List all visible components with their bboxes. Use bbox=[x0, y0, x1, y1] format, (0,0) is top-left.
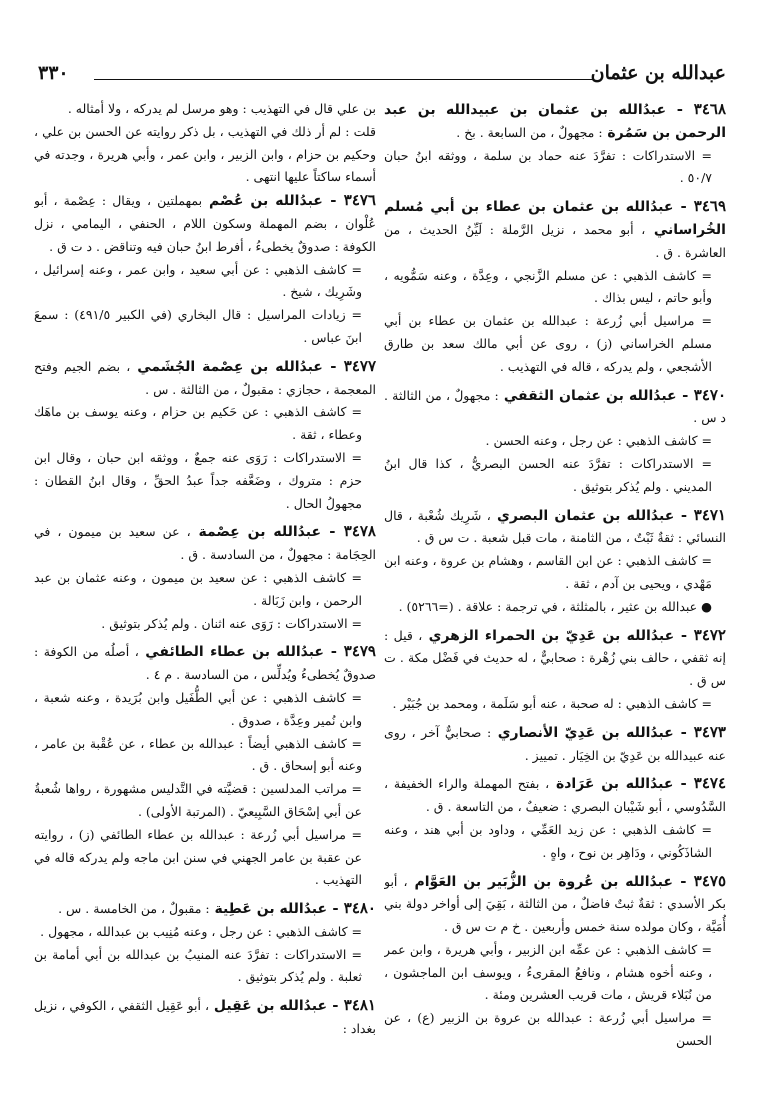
entry-summary: : مجهولٌ ، من الثالثة . د س . bbox=[384, 387, 726, 426]
entry-note: = مراتب المدلسين : قضيَّته في التَّدليس مشهورة ، رواها شُعبةُ عن أبي إسْحَاق السَّبِيعيّ . (المرتبة الأولى) . bbox=[34, 781, 362, 819]
entry-heading bbox=[384, 624, 726, 693]
biography-entry bbox=[34, 897, 376, 989]
entry-heading bbox=[34, 994, 376, 1041]
biography-entry bbox=[384, 624, 726, 716]
biography-entry bbox=[384, 384, 726, 499]
continued-paragraph: قلت : لم أر ذلك في التهذيب ، بل ذكر روايته عن الحسن بن علي ، وحكيم بن حزام ، وابن الزبير ، وابن عمر ، وأبي هريرة ، وجدته في أسماء ساكتاً عليها انتهى . bbox=[34, 123, 376, 185]
entry-heading bbox=[384, 195, 726, 264]
entry-note: = كاشف الذهبي : عن رجل ، وعنه الحسن . bbox=[485, 433, 712, 449]
entry-note: = مراسيل أبي زُرعة : عبدالله بن عثمان بن عطاء بن أبي مسلم الخراساني (ز) ، روى عن أبي مالك سعد بن طارق الأشجعي ، ولم يدركه ، قاله في التهذيب . bbox=[384, 313, 712, 374]
entry-heading bbox=[384, 870, 726, 939]
entry-summary: ، أصلُه من الكوفة : صدوقٌ يُخطىءُ ويُدلِّس ، من السادسة . م ٤ . bbox=[34, 644, 376, 683]
entry-note: = كاشف الذهبي : عن مسلم الزَّنجي ، وعِدَّة ، وعنه سَمُّويه ، وأبو حاتم ، ليس بذاك . bbox=[384, 267, 712, 306]
entry-name: عبدُالله بن عَقِيل bbox=[209, 998, 328, 1015]
biography-entry bbox=[34, 355, 376, 516]
entry-summary: : مجهولٌ ، من السابعة . بخ . bbox=[456, 124, 603, 140]
entry-name: عبدُالله بن عَدِيّ بن الحمراء الزهري bbox=[422, 627, 675, 644]
biography-entry bbox=[34, 994, 376, 1041]
biography-entry bbox=[34, 189, 376, 350]
entry-name: عبدُالله بن عَدِيّ الأنصاري bbox=[491, 724, 674, 741]
entry-note: = كاشف الذهبي : عن أبي الطُّفَيل وابن بُرَيدة ، وعنه شعبة ، وابن نُمير وعِدَّة ، صدوق . bbox=[34, 689, 362, 728]
entry-summary: ، أبو عَقِيل الثقفي ، الكوفي ، نزيل بغداد : bbox=[34, 998, 376, 1037]
entry-name: عبدُالله بن عثمان بن عبيدالله بن عبد الرحمن بن سَمُرة bbox=[384, 102, 726, 141]
entry-note: = كاشف الذهبي : عن رجل ، وعنه مُنِيب بن عبدالله ، مجهول . bbox=[40, 923, 362, 939]
biography-entry bbox=[384, 772, 726, 864]
entry-note: = مراسيل أبي زُرعة : عبدالله بن عطاء الطائفي (ز) ، روايته عن عقبة بن عامر الجهني في سنن ابن ماجه ولم يدركه قاله في التهذيب . bbox=[34, 826, 362, 888]
biography-entry bbox=[384, 721, 726, 768]
entry-note: = مراسيل أبي زُرعة : عبدالله بن عروة بن الزبير (ع) ، عن الحسن bbox=[384, 1010, 712, 1049]
running-title: عبدالله بن عثمان bbox=[590, 62, 726, 84]
entry-name: عبدُالله بن عثمان البصري bbox=[490, 507, 675, 524]
left-column bbox=[34, 98, 376, 1090]
entry-name: عبدُالله بن عَطِية bbox=[209, 901, 328, 918]
entry-summary: ، أبو محمد ، نزيل الرَّملة : لَيِّنُ الحديث ، من العاشرة . ق . bbox=[384, 221, 726, 260]
entry-name: عبدُالله بن عثمان بن عطاء بن أبي مُسلم الخُراساني bbox=[384, 199, 726, 238]
entry-number: ٣٤٨١ - bbox=[327, 996, 376, 1015]
entry-number: ٣٤٧٢ - bbox=[674, 625, 726, 644]
entry-summary: ، بضم الجيم وفتح المعجمة ، حجازي : مقبولٌ ، من الثالثة . س . bbox=[34, 358, 376, 397]
entry-heading bbox=[34, 897, 376, 921]
continued-text bbox=[34, 98, 376, 189]
entry-heading bbox=[34, 189, 376, 258]
entry-name: عبدُالله بن عُصْم bbox=[202, 193, 323, 210]
entry-heading bbox=[34, 520, 376, 567]
entry-number: ٣٤٧٣ - bbox=[673, 722, 726, 741]
entry-number: ٣٤٧٨ - bbox=[321, 522, 376, 541]
entry-summary: ، أبو بكر الأسدي : ثقةٌ ثبتٌ فاضلٌ ، من الثالثة ، بَقِيَ إلى أواخر دولة بني أُمَيَّة ، وكان مولده سنة خمس وأربعين . خ م ت س ق . bbox=[384, 873, 726, 935]
entry-heading bbox=[34, 355, 376, 402]
entry-summary: : مقبولٌ ، من الخامسة . س . bbox=[58, 901, 210, 917]
entry-number: ٣٤٧٠ - bbox=[676, 385, 726, 404]
entry-number: ٣٤٧٤ - bbox=[673, 774, 726, 793]
entry-heading bbox=[384, 98, 726, 145]
continued-paragraph: بن علي قال في التهذيب : وهو مرسل لم يدركه ، ولا أمثاله . bbox=[67, 101, 376, 116]
biography-entry bbox=[34, 520, 376, 635]
entry-number: ٣٤٦٩ - bbox=[673, 197, 726, 216]
entry-number: ٣٤٦٨ - bbox=[666, 100, 726, 118]
entry-note: = الاستدراكات : رَوَى عنه جمعٌ ، ووثقه ابن حبان ، وقال ابن حزم : متروك ، وضَعَّفه جداً عبدُ الحقِّ ، وقال ابنُ القطان : مجهولُ الحال . bbox=[34, 449, 362, 511]
entry-number: ٣٤٧٩ - bbox=[324, 642, 376, 661]
biography-entry bbox=[384, 195, 726, 378]
entry-number: ٣٤٧٥ - bbox=[672, 871, 726, 890]
entry-heading bbox=[384, 721, 726, 768]
biography-entry bbox=[384, 870, 726, 1053]
entry-heading bbox=[34, 640, 376, 687]
entry-name: عبدُالله بن عطاء الطائفي bbox=[138, 644, 324, 661]
entry-note: ● عبدالله بن عثير ، بالمثلثة ، في ترجمة : علاقة . (=٥٢٦٦) . bbox=[398, 598, 712, 614]
entry-summary: ، بفتح المهملة والراء الخفيفة ، السَّدُوسي ، أبو شَيْبان البصري : ضعيفٌ ، من التاسعة . ق . bbox=[384, 776, 726, 815]
entry-note: = الاستدراكات : رَوَى عنه اثنان . ولم يُذكر بتوثيق . bbox=[101, 615, 362, 631]
header-rule bbox=[94, 79, 594, 80]
entry-note: = كاشف الذهبي : عن سعيد بن ميمون ، وعنه عثمان بن عبد الرحمن ، وابن زَبَالة . bbox=[34, 569, 362, 608]
biography-entry bbox=[384, 98, 726, 190]
entry-name: عبدُالله بن عُروة بن الزُّبَير بن العَوَّام bbox=[407, 873, 673, 890]
entry-heading bbox=[384, 504, 726, 551]
entry-summary: ، شَرِيك شُعْبة ، قال النسائي : ثقةٌ ثَبْتٌ ، من الثامنة ، مات قبل شعبة . ت س ق . bbox=[384, 507, 726, 546]
entry-note: = كاشف الذهبي : له صحبة ، عنه أبو سَلَمة ، ومحمد بن جُبَيْر . bbox=[392, 695, 712, 711]
entry-number: ٣٤٧٦ - bbox=[322, 191, 376, 210]
entry-note: = الاستدراكات : تفرَّدَ عنه حماد بن سلمة ، ووثقه ابنُ حبان ٥٠/٧ . bbox=[384, 147, 712, 186]
biography-entry bbox=[34, 640, 376, 892]
entry-summary: ، قيل : إنه ثقفي ، حالف بني زُهْرة : صحابيٌّ ، له حديث في فَضْل مكة . ت س ق . bbox=[384, 627, 726, 689]
entry-note: = زيادات المراسيل : قال البخاري (في الكبير ٤٩١/٥) : سمعَ ابنَ عباس . bbox=[34, 307, 362, 345]
entry-note: = كاشف الذهبي : عن أبي سعيد ، وابن عمر ، وعنه إسرائيل ، وشَرِيك ، شيخ . bbox=[34, 261, 362, 300]
entry-heading bbox=[384, 384, 726, 431]
page-header bbox=[38, 60, 726, 90]
entry-note: = الاستدراكات : تفرَّدَ عنه الحسن البصريُّ ، كذا قال ابنُ المديني . ولم يُذكر بتوثيق . bbox=[384, 455, 712, 494]
entry-note: = كاشف الذهبي : عن ابن القاسم ، وهشام بن عروة ، وعنه ابن مَهْدي ، ويحيى بن آدم ، ثقة . bbox=[384, 553, 712, 591]
entry-number: ٣٤٧٧ - bbox=[322, 356, 376, 375]
entry-name: عبدُالله بن عِصْمة bbox=[190, 524, 322, 541]
biography-entry bbox=[384, 504, 726, 619]
entry-name: عبدُالله بن عَرَادة bbox=[549, 776, 674, 793]
entry-note: = كاشف الذهبي : عن حَكيم بن حزام ، وعنه يوسف بن ماهَك وعطاء ، ثقة . bbox=[34, 404, 362, 443]
entry-name: عبدُالله بن عثمان الثقفي bbox=[498, 387, 677, 404]
entry-summary: بمهملتين ، ويقال : عِصْمة ، أبو عُلْوان ، بضم المهملة وسكون اللام ، الحنفي ، اليمامي ، نزل الكوفة : صدوقٌ يخطىءُ ، أفرط ابنُ حبان فيه وتناقض . د ت ق . bbox=[34, 193, 376, 254]
entry-note: = كاشف الذهبي : عن زيد العَمِّي ، وداود بن أبي هند ، وعنه الشاذَكُوني ، ودَاهِر بن نوح ، واهٍ . bbox=[384, 821, 712, 860]
entry-note: = كاشف الذهبي أيضاً : عبدالله بن عطاء ، عن عُقْبة بن عامر ، وعنه أبو إسحاق . ق . bbox=[34, 735, 362, 774]
entry-summary: : صحابيٌّ آخر ، روى عنه عبيدالله بن عَدِيّ بن الخِيَار . تمييز . bbox=[384, 724, 726, 763]
entry-heading bbox=[384, 772, 726, 819]
entry-summary: ، عن سعيد بن ميمون ، في الحِجَامة : مجهولٌ ، من السادسة . ق . bbox=[34, 524, 376, 563]
entry-note: = الاستدراكات : تفرَّدَ عنه المنيبُ بن عبدالله بن أبي أمامة بن ثعلبة . ولم يُذكر بتوثيق . bbox=[34, 946, 362, 985]
entry-name: عبدُالله بن عِصْمة الجُشَمي bbox=[130, 358, 323, 375]
entry-note: = كاشف الذهبي : عن عمِّه ابن الزبير ، وأبي هريرة ، وابن عمر ، وعنه أخوه هشام ، ونافعُ المقرىءُ ، ويوسف ابن الماجشون ، من نُبَلاء قريش ، مات قريب العشرين ومئة . bbox=[384, 941, 712, 1003]
right-column bbox=[384, 98, 726, 1090]
page-number: ٣٣٠ bbox=[38, 62, 69, 84]
entry-number: ٣٤٨٠ - bbox=[327, 899, 376, 918]
entry-number: ٣٤٧١ - bbox=[674, 505, 726, 524]
